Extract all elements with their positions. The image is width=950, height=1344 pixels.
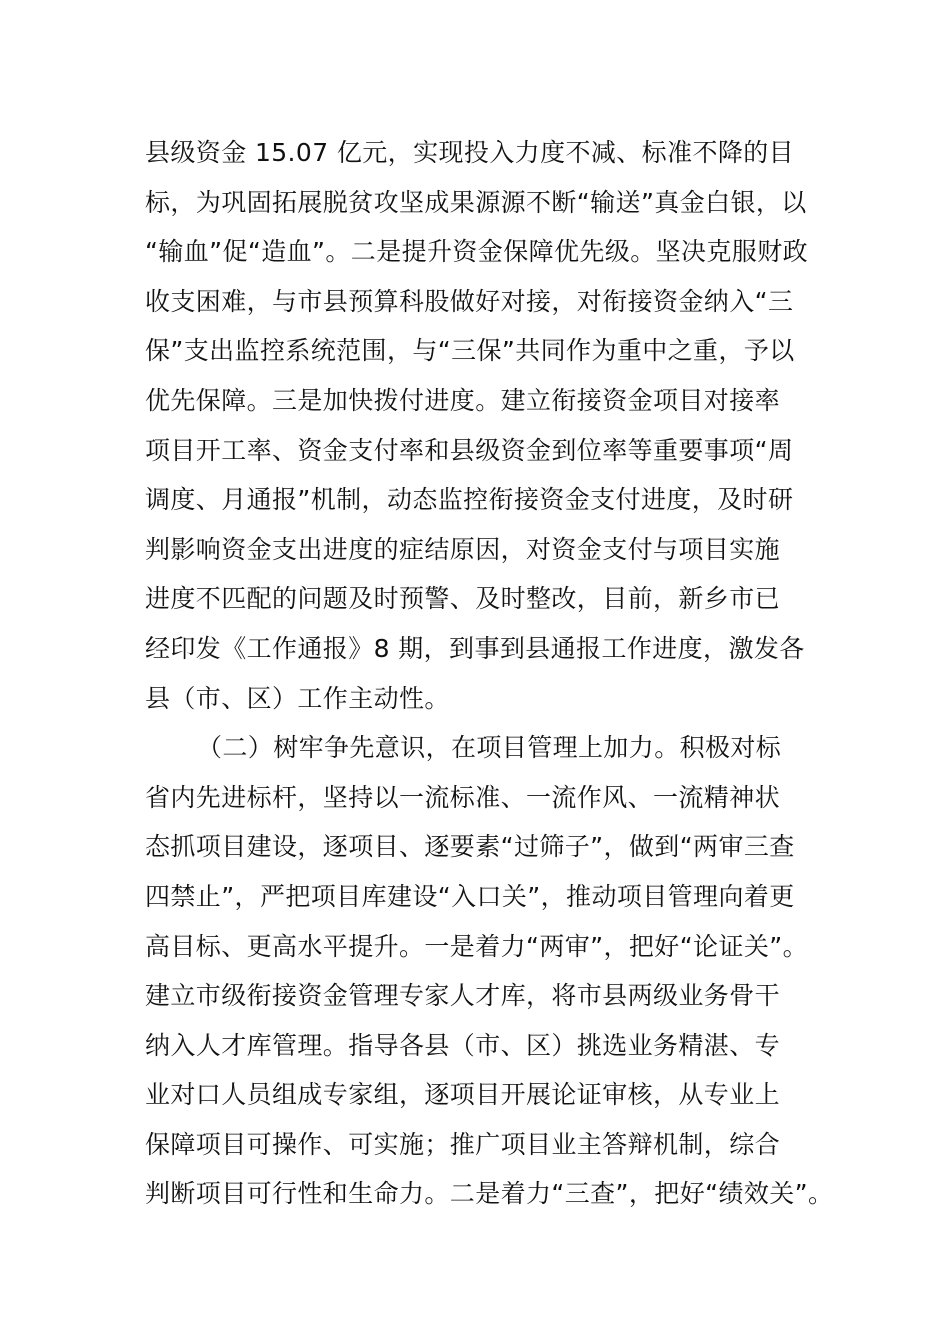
- text-line: 判影响资金支出进度的症结原因，对资金支付与项目实施: [145, 534, 781, 564]
- text-line: 经印发《工作通报》8 期，到事到县通报工作进度，激发各: [145, 633, 805, 663]
- section-heading-line: （二）树牢争先意识，在项目管理上加力。积极对标: [197, 733, 782, 763]
- text-line: 态抓项目建设，逐项目、逐要素“过筛子”，做到“两审三查: [145, 832, 795, 862]
- text-line: 判断项目可行性和生命力。二是着力“三查”，把好“绩效关”。: [145, 1179, 834, 1209]
- text-line: 高目标、更高水平提升。一是着力“两审”，把好“论证关”。: [145, 931, 809, 961]
- text-line: 进度不匹配的问题及时预警、及时整改，目前，新乡市已: [145, 584, 781, 614]
- text-line: “输血”促“造血”。二是提升资金保障优先级。坚决克服财政: [145, 237, 809, 267]
- text-line: 县（市、区）工作主动性。: [145, 683, 450, 713]
- body-text: [145, 128, 845, 1219]
- text-line: 保障项目可操作、可实施；推广项目业主答辩机制，综合: [145, 1129, 781, 1159]
- text-line: 四禁止”，严把项目库建设“入口关”，推动项目管理向着更: [145, 881, 795, 911]
- text-line: 业对口人员组成专家组，逐项目开展论证审核，从专业上: [145, 1080, 781, 1110]
- text-line: 省内先进标杆，坚持以一流标准、一流作风、一流精神状: [145, 782, 781, 812]
- text-line: 标，为巩固拓展脱贫攻坚成果源源不断“输送”真金白银，以: [145, 187, 807, 217]
- text-line: 优先保障。三是加快拨付进度。建立衔接资金项目对接率: [145, 385, 781, 415]
- text-line: 县级资金 15.07 亿元，实现投入力度不减、标准不降的目: [145, 138, 795, 167]
- text-line: 项目开工率、资金支付率和县级资金到位率等重要事项“周: [145, 435, 794, 465]
- text-line: 纳入人才库管理。指导各县（市、区）挑选业务精湛、专: [145, 1030, 781, 1060]
- text-line: 建立市级衔接资金管理专家人才库，将市县两级业务骨干: [145, 981, 781, 1011]
- text-line: 保”支出监控系统范围，与“三保”共同作为重中之重，予以: [145, 336, 795, 366]
- text-line: 收支困难，与市县预算科股做好对接，对衔接资金纳入“三: [145, 286, 794, 316]
- text-line: 调度、月通报”机制，动态监控衔接资金支付进度，及时研: [145, 485, 794, 515]
